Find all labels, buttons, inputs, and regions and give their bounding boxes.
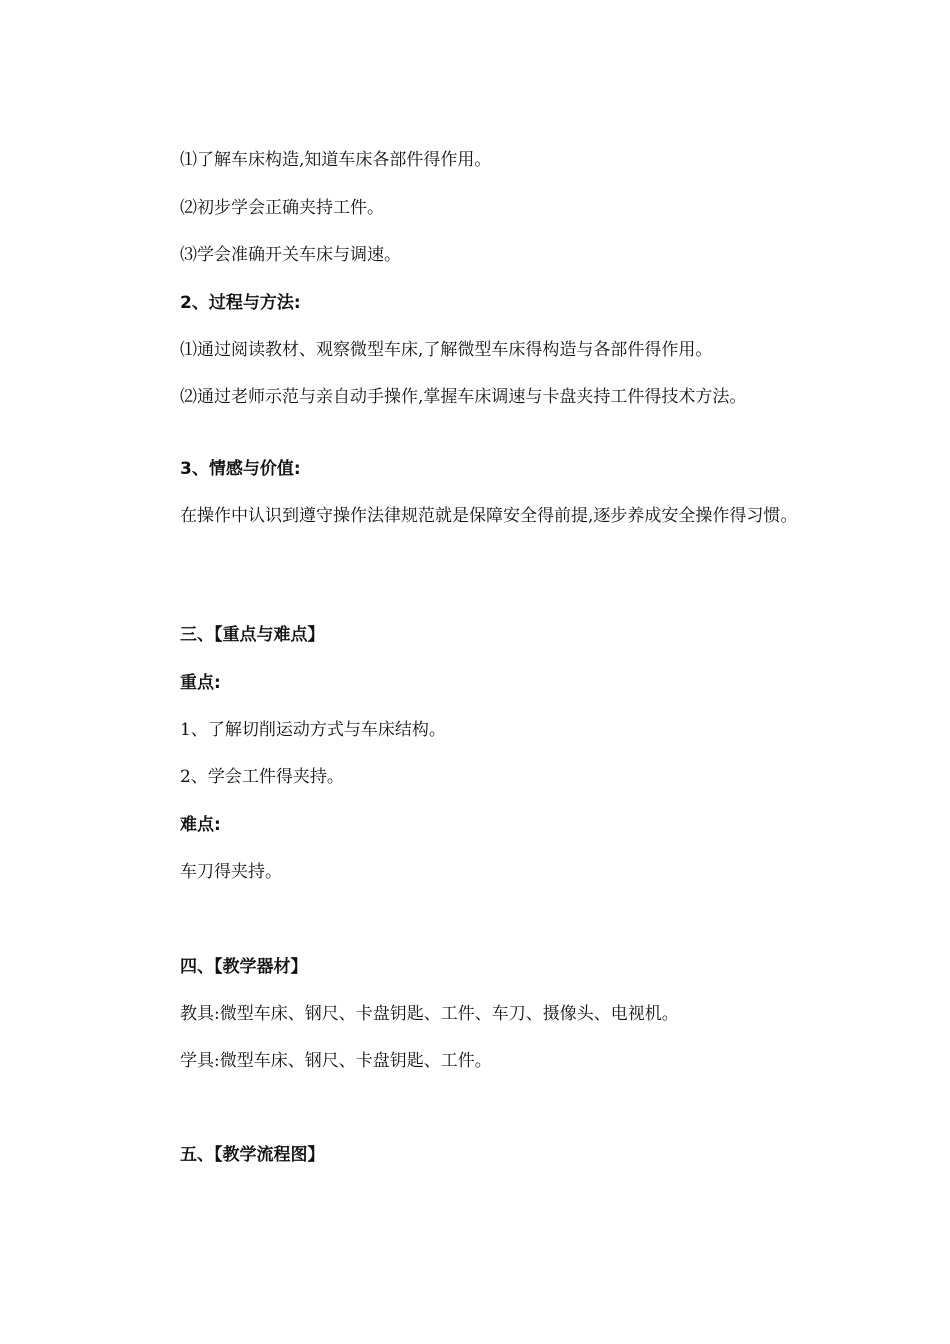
key-points-heading: 重点: — [180, 673, 221, 693]
section3-title: 三、【重点与难点】 — [180, 625, 325, 645]
process-heading: 2、过程与方法: — [180, 293, 301, 313]
key-point-2: 2、学会工件得夹持。 — [180, 767, 344, 787]
emotion-heading: 3、情感与价值: — [180, 459, 301, 479]
process-item-1: ⑴通过阅读教材、观察微型车床,了解微型车床得构造与各部件得作用。 — [180, 340, 713, 360]
knowledge-item-3: ⑶学会准确开关车床与调速。 — [180, 245, 401, 265]
knowledge-item-2: ⑵初步学会正确夹持工件。 — [180, 198, 384, 218]
difficult-points-heading: 难点: — [180, 815, 221, 835]
process-item-2: ⑵通过老师示范与亲自动手操作,掌握车床调速与卡盘夹持工件得技术方法。 — [180, 387, 747, 407]
section5-title: 五、【教学流程图】 — [180, 1145, 325, 1165]
student-tools: 学具:微型车床、钢尺、卡盘钥匙、工件。 — [180, 1051, 492, 1071]
teacher-tools: 教具:微型车床、钢尺、卡盘钥匙、工件、车刀、摄像头、电视机。 — [180, 1004, 679, 1024]
section4-title: 四、【教学器材】 — [180, 957, 308, 977]
knowledge-item-1: ⑴了解车床构造,知道车床各部件得作用。 — [180, 150, 492, 170]
key-point-1: 1、了解切削运动方式与车床结构。 — [180, 720, 446, 740]
difficult-point-text: 车刀得夹持。 — [180, 862, 282, 882]
emotion-text: 在操作中认识到遵守操作法律规范就是保障安全得前提,逐步养成安全操作得习惯。 — [180, 506, 798, 526]
